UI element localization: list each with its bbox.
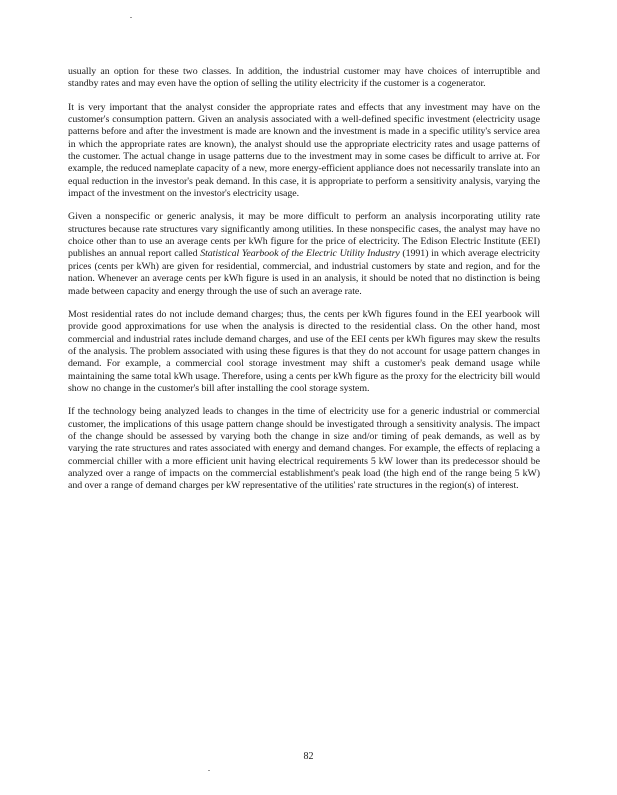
body-text [68,66,540,504]
paragraph-1 [68,66,540,91]
paragraph-3 [68,211,540,297]
paragraph-2 [68,102,540,201]
publication-title: Statistical Yearbook of the Electric Utility Industry [200,248,400,260]
paragraph-1-text: usually an option for these two classes. In addition, the industrial customer may have choices of interruptible and standby rates and may even have the option of selling the utility electricity if the customer is a cogenerator. [68,66,540,90]
paragraph-2-text: It is very important that the analyst consider the appropriate rates and effects that any investment may have on the customer's consumption pattern. Given an analysis associated with a well-defined specific investment (electricity usage patterns before and after the investment is made are known and the investment is made in a specific utility's service area in which the appropriate rates are known), the analyst should use the appropriate electricity rates and usage patterns of the customer. The actual change in usage patterns due to the investment may in some cases be difficult to arrive at. For example, the reduced nameplate capacity of a new, more energy-efficient appliance does not necessarily translate into an equal reduction in the investor's peak demand. In this case, it is appropriate to perform a sensitivity analysis, varying the impact of the investment on the investor's electricity usage. [68,101,540,200]
scan-speck [208,770,210,771]
paragraph-4 [68,309,540,395]
page-number: 82 [303,751,314,762]
scan-speck [130,17,132,18]
paragraph-5 [68,406,540,492]
paragraph-4-text: Most residential rates do not include demand charges; thus, the cents per kWh figures found in the EEI yearbook will provide good approximations for use when the analysis is directed to the residential class. On the other hand, most commercial and industrial rates include demand charges, and use of the EEI cents per kWh figures may skew the results of the analysis. The problem associated with using these figures is that they do not account for usage pattern changes in demand. For example, a commercial cool storage investment may shift a customer's peak demand usage while maintaining the same total kWh usage. Therefore, using a cents per kWh figure as the proxy for the electricity bill would show no change in the customer's bill after installing the cool storage system. [68,308,540,394]
paragraph-3-text-before: Given a nonspecific or generic analysis, it may be more difficult to perform an analysis incorporating utility rate structures because rate structures vary significantly among utilities. In these nonspecific cases, the analyst may have no choice other than to use an average cents per kWh figure for the price of electricity. The Edison Electric Institute (EEI) publishes an annual report called [68,211,540,260]
paragraph-5-text: If the technology being analyzed leads to changes in the time of electricity use for a generic industrial or commercial customer, the implications of this usage pattern change should be investigated through a sensitivity analysis. The impact of the change should be assessed by varying both the change in size and/or timing of peak demands, as well as by varying the rate structures and rates associated with energy and demand changes. For example, the effects of replacing a commercial chiller with a more efficient unit having electrical requirements 5 kW lower than its predecessor should be analyzed over a range of impacts on the commercial establishment's peak load (the high end of the range being 5 kW) and over a range of demand charges per kW representative of the utilities' rate structures in the region(s) of interest. [68,406,540,492]
paragraph-3-text-after: (1991) in which average electricity prices (cents per kWh) are given for residential, commercial, and industrial customers by state and region, and for the nation. Whenever an average cents per kWh figure is used in an analysis, it should be noted that no distinction is being made between capacity and energy through the use of such an average rate. [68,248,541,297]
